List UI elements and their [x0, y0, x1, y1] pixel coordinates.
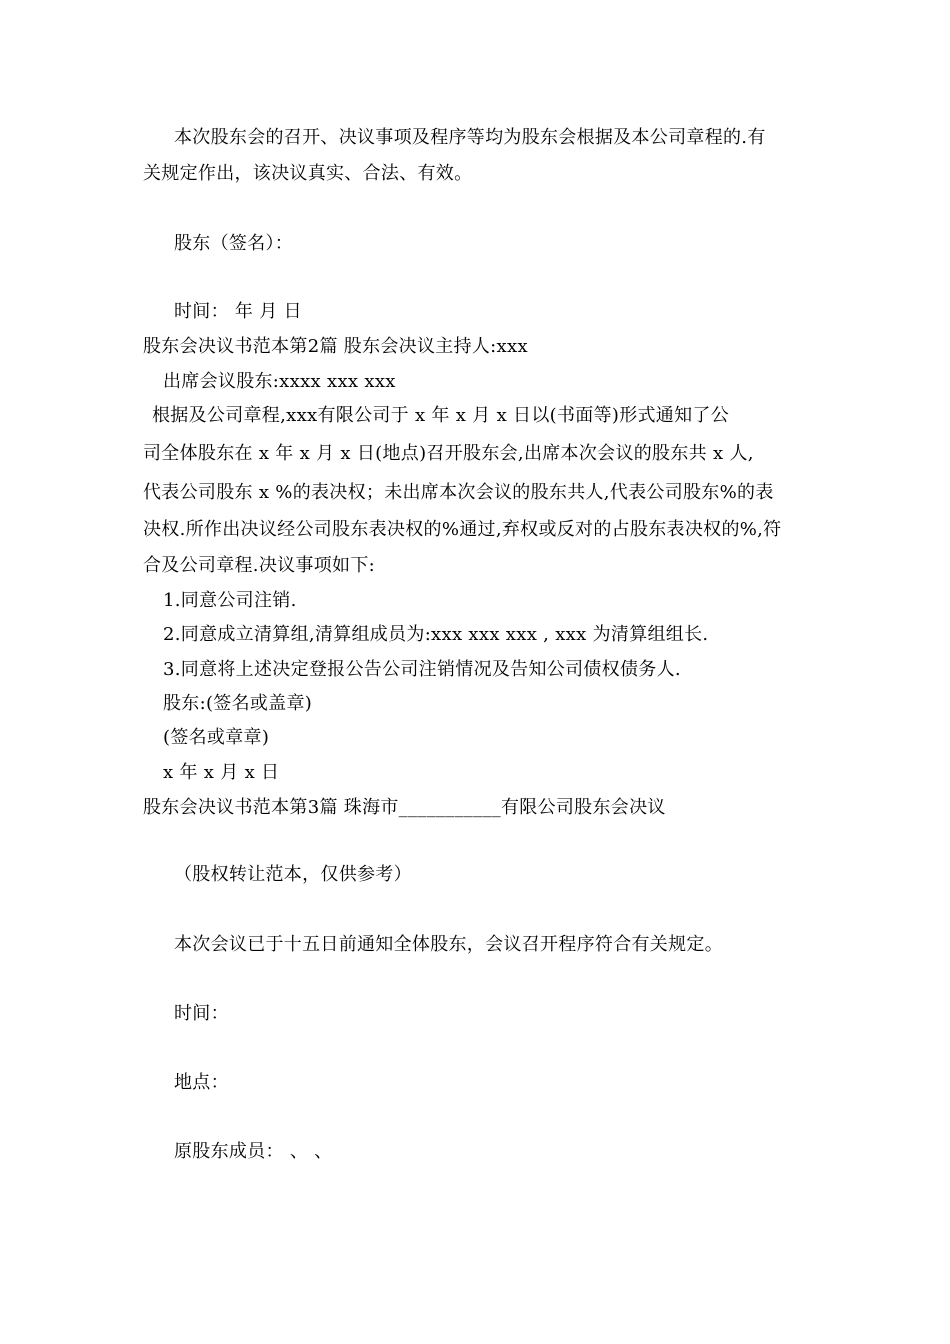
- date-line-2: x 年 x 月 x 日: [163, 762, 280, 783]
- paragraph-2-line-2: 司全体股东在 x 年 x 月 x 日(地点)召开股东会,出席本次会议的股东共 x 人,: [143, 443, 754, 464]
- section-heading-3: 股东会决议书范本第3篇 珠海市___________有限公司股东会决议: [143, 797, 666, 818]
- resolution-item-1: 1.同意公司注销.: [163, 590, 297, 611]
- shareholder-signature-label: 股东（签名）：: [174, 233, 294, 254]
- paragraph-2-line-1: 根据及公司章程,xxx有限公司于 x 年 x 月 x 日以(书面等)形式通知了公: [152, 405, 730, 426]
- members-label: 原股东成员： 、 、: [174, 1141, 333, 1162]
- resolution-item-3: 3.同意将上述决定登报公告公司注销情况及告知公司债权债务人.: [163, 659, 681, 680]
- paragraph-1-line-1: 本次股东会的召开、决议事项及程序等均为股东会根据及本公司章程的.有: [174, 127, 766, 148]
- paragraph-2-line-4: 决权.所作出决议经公司股东表决权的%通过,弃权或反对的占股东表决权的%,符: [143, 519, 782, 540]
- date-line: 时间： 年 月 日: [174, 301, 302, 322]
- attendees-line: 出席会议股东:xxxx xxx xxx: [163, 371, 396, 392]
- notice-line: 本次会议已于十五日前通知全体股东，会议召开程序符合有关规定。: [174, 934, 723, 955]
- paragraph-2-line-5: 合及公司章程.决议事项如下:: [143, 555, 375, 576]
- sign-seal-2: (签名或章章): [163, 727, 270, 748]
- resolution-item-2: 2.同意成立清算组,清算组成员为:xxx xxx xxx , xxx 为清算组组长.: [163, 624, 709, 645]
- paragraph-2-line-3: 代表公司股东 x %的表决权；未出席本次会议的股东共人,代表公司股东%的表: [143, 482, 774, 503]
- paragraph-1-line-2: 关规定作出，该决议真实、合法、有效。: [143, 163, 473, 184]
- place-label: 地点：: [174, 1072, 229, 1093]
- section-heading-2: 股东会决议书范本第2篇 股东会决议主持人:xxx: [143, 336, 528, 357]
- shareholder-sign-seal: 股东:(签名或盖章): [163, 693, 313, 714]
- template-note: （股权转让范本，仅供参考）: [174, 864, 412, 885]
- time-label: 时间：: [174, 1003, 229, 1024]
